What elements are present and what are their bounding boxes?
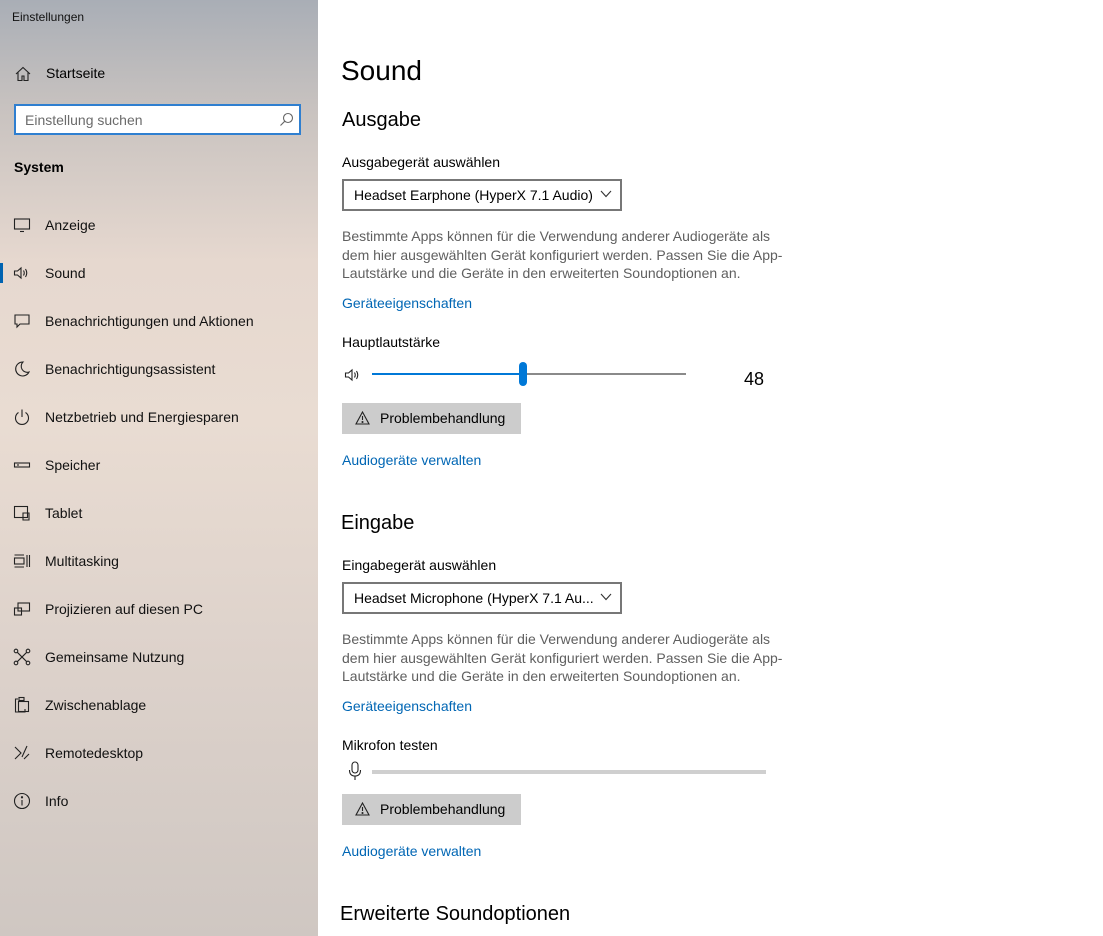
search-icon[interactable] [279,112,294,127]
sidebar-item-label: Zwischenablage [45,697,147,713]
output-device-properties-link[interactable]: Geräteeigenschaften [342,295,472,311]
monitor-icon [13,216,31,234]
notification-icon [13,312,31,330]
sidebar [0,0,318,936]
sidebar-item-label: Info [45,793,69,809]
advanced-sound-heading: Erweiterte Soundoptionen [340,903,571,925]
sidebar-item-tablet[interactable] [0,493,318,533]
mic-test-label: Mikrofon testen [342,737,438,753]
input-manage-devices-link[interactable]: Audiogeräte verwalten [342,843,482,859]
home-icon [14,65,32,83]
chevron-down-icon [600,593,612,601]
volume-slider-fill [372,373,523,375]
sidebar-item-label: Netzbetrieb und Energiesparen [45,409,239,425]
microphone-icon [348,761,362,781]
volume-speaker-icon[interactable] [344,366,362,384]
multitasking-icon [13,552,31,570]
output-device-value: Headset Earphone (HyperX 7.1 Audio) [354,187,593,203]
power-icon [13,408,31,426]
share-icon [13,648,31,666]
page-title: Sound [341,55,422,86]
input-device-properties-link[interactable]: Geräteeigenschaften [342,698,472,714]
sidebar-item-label: Sound [45,265,86,281]
sidebar-item-netzbetrieb[interactable] [0,397,318,437]
sidebar-item-label: Speicher [45,457,101,473]
moon-icon [13,360,31,378]
input-troubleshoot-label: Problembehandlung [380,801,506,817]
project-icon [13,600,31,618]
output-manage-devices-link[interactable]: Audiogeräte verwalten [342,452,482,468]
sidebar-item-benachrichtigungen[interactable] [0,301,318,341]
volume-slider-thumb[interactable] [519,362,527,386]
sidebar-item-label: Anzeige [45,217,96,233]
info-icon [13,792,31,810]
active-indicator [0,263,3,283]
section-title: System [14,159,64,175]
sidebar-item-benachrichtigungsassistent[interactable] [0,349,318,389]
clipboard-icon [13,696,31,714]
output-description: Bestimmte Apps können für die Verwendung anderer Audiogeräte als dem hier ausgewählten Gerät konfiguriert werden. Passen Sie die App-Lautstärke und die Geräte in den erweiterten Soundoptionen an. [342,228,783,281]
home-label: Startseite [46,65,106,81]
speaker-icon [13,264,31,282]
input-device-select[interactable] [342,582,622,614]
app-title: Einstellungen [12,10,85,24]
remote-desktop-icon [13,744,31,762]
input-heading: Eingabe [341,512,415,534]
sidebar-item-sound[interactable] [0,253,318,293]
input-troubleshoot-button[interactable] [342,794,521,825]
input-device-value: Headset Microphone (HyperX 7.1 Au... [354,590,594,606]
sidebar-item-anzeige[interactable] [0,205,318,245]
chevron-down-icon [600,190,612,198]
home-link[interactable] [0,58,318,88]
sidebar-item-multitasking[interactable] [0,541,318,581]
sidebar-item-speicher[interactable] [0,445,318,485]
input-device-label: Eingabegerät auswählen [342,557,497,573]
search-box[interactable] [14,104,301,135]
sidebar-item-label: Projizieren auf diesen PC [45,601,203,617]
search-input[interactable] [16,106,275,133]
sidebar-item-zwischenablage[interactable] [0,685,318,725]
sidebar-item-label: Multitasking [45,553,119,569]
warning-icon [355,802,370,816]
output-heading: Ausgabe [342,109,421,131]
output-troubleshoot-label: Problembehandlung [380,410,506,426]
sidebar-item-label: Remotedesktop [45,745,144,761]
sidebar-item-projizieren[interactable] [0,589,318,629]
output-troubleshoot-button[interactable] [342,403,521,434]
sidebar-item-info[interactable] [0,781,318,821]
output-device-label: Ausgabegerät auswählen [342,154,501,170]
sidebar-item-label: Gemeinsame Nutzung [45,649,185,665]
volume-value: 48 [744,369,765,389]
warning-icon [355,411,370,425]
sidebar-item-gemeinsame-nutzung[interactable] [0,637,318,677]
mic-level-meter [372,770,766,774]
storage-icon [13,456,31,474]
sidebar-item-label: Tablet [45,505,83,521]
tablet-icon [13,504,31,522]
output-device-select[interactable] [342,179,622,211]
volume-label: Hauptlautstärke [342,334,441,350]
sidebar-item-label: Benachrichtigungsassistent [45,361,216,377]
volume-slider[interactable] [372,373,686,375]
sidebar-item-remotedesktop[interactable] [0,733,318,773]
input-description: Bestimmte Apps können für die Verwendung anderer Audiogeräte als dem hier ausgewählten Gerät konfiguriert werden. Passen Sie die App-Lautstärke und die Geräte in den erweiterten Soundoptionen an. [342,631,783,684]
sidebar-item-label: Benachrichtigungen und Aktionen [45,313,254,329]
main-content [318,0,1103,936]
